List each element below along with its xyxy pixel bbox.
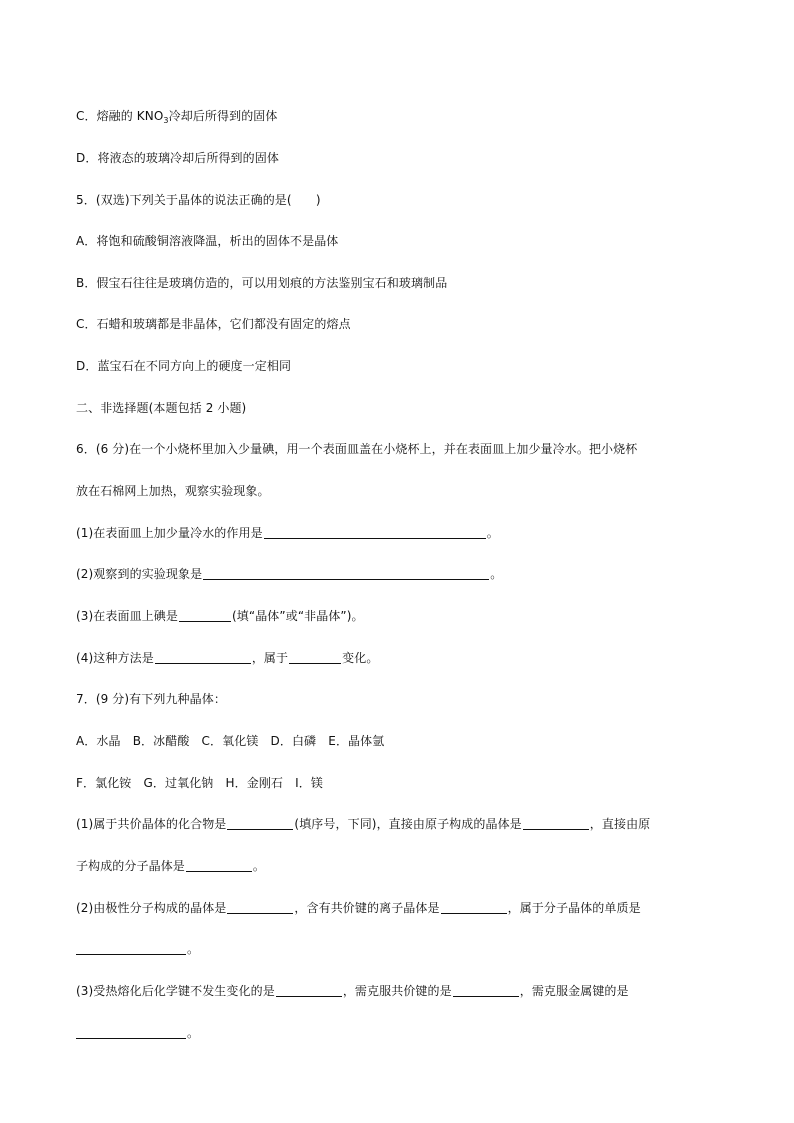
option-d-q4: D．将液态的玻璃冷却后所得到的固体: [76, 151, 279, 165]
question-5: 5．(双选)下列关于晶体的说法正确的是( ): [76, 193, 321, 207]
text: 。: [187, 942, 200, 956]
q7-options-row-1: A．水晶 B．冰醋酸 C．氧化镁 D．白磷 E．晶体氩: [76, 734, 385, 748]
option-c-q4: [76, 108, 734, 124]
option-d-q5: D．蓝宝石在不同方向上的硬度一定相同: [76, 359, 292, 373]
q6-part-1: [76, 525, 734, 541]
answer-blank[interactable]: [227, 817, 293, 830]
text: ，属于: [251, 651, 289, 665]
answer-blank[interactable]: [76, 942, 186, 955]
q7-options-row-2: F．氯化铵 G．过氧化钠 H．金刚石 I．镁: [76, 776, 323, 790]
section-heading: 二、非选择题(本题包括 2 小题): [76, 401, 247, 415]
question-6-cont: 放在石棉网上加热，观察实验现象。: [76, 484, 270, 498]
text: 冷却后所得到的固体: [168, 109, 278, 123]
q7-part-2: [76, 900, 734, 916]
q7-part-3: [76, 983, 734, 999]
text: 。: [252, 859, 266, 873]
text: ，需克服金属键的是: [519, 984, 629, 998]
text: ，含有共价键的离子晶体是: [294, 901, 440, 915]
text: 。: [486, 526, 499, 540]
option-c-q5: C．石蜡和玻璃都是非晶体，它们都没有固定的熔点: [76, 317, 351, 331]
text: (4)这种方法是: [76, 651, 154, 665]
text: (1)在表面皿上加少量冷水的作用是: [76, 526, 263, 540]
answer-blank[interactable]: [179, 609, 231, 622]
text: (填序号，下同)，直接由原子构成的晶体是: [294, 817, 522, 831]
answer-blank[interactable]: [264, 526, 486, 539]
text: (填“晶体”或“非晶体”)。: [232, 609, 364, 623]
answer-blank[interactable]: [227, 901, 293, 914]
answer-blank[interactable]: [186, 859, 252, 872]
q6-part-3: [76, 608, 734, 624]
text: (3)受热熔化后化学键不发生变化的是: [76, 984, 275, 998]
option-b-q5: B．假宝石往往是玻璃仿造的，可以用划痕的方法鉴别宝石和玻璃制品: [76, 276, 448, 290]
question-6: 6．(6 分)在一个小烧杯里加入少量碘，用一个表面皿盖在小烧杯上，并在表面皿上加少量冷水。把小烧杯: [76, 442, 638, 456]
text: 。: [490, 567, 503, 581]
q7-part-3-cont: [76, 1025, 734, 1041]
text: (2)由极性分子构成的晶体是: [76, 901, 227, 915]
answer-blank[interactable]: [523, 817, 589, 830]
answer-blank[interactable]: [276, 984, 342, 997]
text: C．熔融的 KNO: [76, 109, 164, 123]
q7-part-1: [76, 816, 734, 832]
text: 。: [187, 1026, 200, 1040]
answer-blank[interactable]: [441, 901, 507, 914]
text: (3)在表面皿上碘是: [76, 609, 178, 623]
answer-blank[interactable]: [289, 651, 341, 664]
answer-blank[interactable]: [155, 651, 251, 664]
q7-part-1-cont: [76, 858, 734, 874]
question-7: 7．(9 分)有下列九种晶体：: [76, 692, 226, 706]
text: ，需克服共价键的是: [342, 984, 452, 998]
text: (2)观察到的实验现象是: [76, 567, 203, 581]
q6-part-4: [76, 650, 734, 666]
answer-blank[interactable]: [203, 567, 489, 580]
subscript: 3: [163, 116, 169, 125]
option-a-q5: A．将饱和硫酸铜溶液降温，析出的固体不是晶体: [76, 234, 339, 248]
q6-part-2: [76, 566, 734, 582]
text: 子构成的分子晶体是: [76, 859, 185, 873]
text: (1)属于共价晶体的化合物是: [76, 817, 227, 831]
answer-blank[interactable]: [453, 984, 519, 997]
text: ，直接由原: [589, 817, 651, 831]
text: ，属于分子晶体的单质是: [507, 901, 641, 915]
text: 变化。: [342, 651, 379, 665]
answer-blank[interactable]: [76, 1026, 186, 1039]
q7-part-2-cont: [76, 941, 734, 957]
